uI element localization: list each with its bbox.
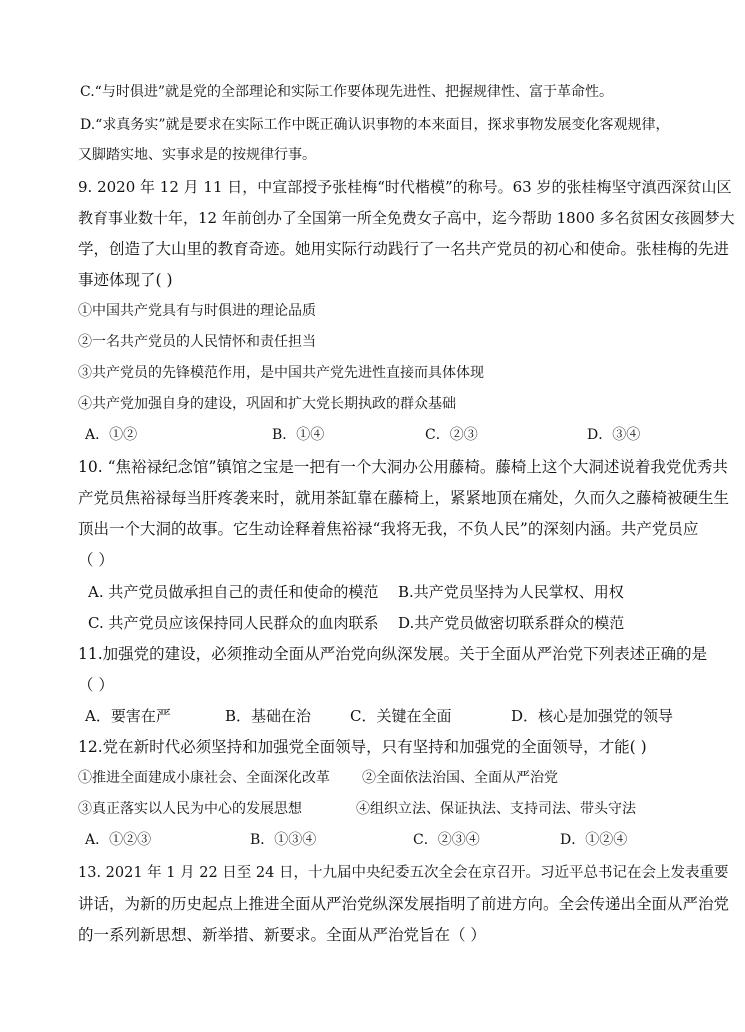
q8-option-c: C.“与时俱进”就是党的全部理论和实际工作要体现先进性、把握规律性、富于革命性。 bbox=[80, 84, 613, 100]
q9-statement-1: ①中国共产党具有与时俱进的理论品质 bbox=[78, 303, 316, 319]
q10-stem-line3: 顶出一个大洞的故事。它生动诠释着焦裕禄“我将无我，不负人民”的深刻内涵。共产党员应 bbox=[78, 520, 699, 538]
q10-option-d: D.共产党员做密切联系群众的模范 bbox=[398, 614, 625, 632]
q10-option-b: B.共产党员坚持为人民掌权、用权 bbox=[398, 583, 624, 601]
q10-option-c: C. 共产党员应该保持同人民群众的血肉联系 bbox=[88, 614, 379, 632]
q8-option-d-line2: 又脚踏实地、实事求是的按规律行事。 bbox=[78, 147, 316, 163]
q12-option-d: D．①②④ bbox=[560, 832, 628, 848]
q11-option-a: A．要害在严 bbox=[85, 707, 171, 725]
q12-option-a: A．①②③ bbox=[85, 832, 152, 848]
q12-option-b: B．①③④ bbox=[250, 832, 317, 848]
q11-stem-line2: （ ） bbox=[78, 676, 114, 694]
q9-statement-4: ④共产党加强自身的建设，巩固和扩大党长期执政的群众基础 bbox=[78, 396, 456, 412]
q9-option-b: B．①④ bbox=[272, 427, 325, 443]
q9-option-d: D．③④ bbox=[587, 427, 641, 443]
q11-option-d: D．核心是加强党的领导 bbox=[511, 707, 674, 725]
q13-stem-line3: 的一系列新思想、新举措、新要求。全面从严治党旨在（ ） bbox=[78, 926, 486, 944]
q10-stem-line2: 产党员焦裕禄每当肝疼袭来时，就用茶缸靠在藤椅上，紧紧地顶在痛处，久而久之藤椅被硬生生 bbox=[78, 489, 730, 507]
q8-option-d-line1: D.“求真务实”就是要求在实际工作中既正确认识事物的本来面目，探求事物发展变化客观规律， bbox=[80, 117, 670, 133]
q9-stem-line2: 教育事业数十年，12 年前创办了全国第一所全免费女子高中，迄今帮助 1800 多名贫困女孩圆梦大 bbox=[78, 209, 735, 227]
q11-option-c: C．关键在全面 bbox=[350, 707, 452, 725]
q9-statement-2: ②一名共产党员的人民情怀和责任担当 bbox=[78, 334, 316, 350]
q10-option-a: A. 共产党员做承担自己的责任和使命的模范 bbox=[88, 583, 379, 601]
q12-statement-4: ④组织立法、保证执法、支持司法、带头守法 bbox=[356, 801, 636, 817]
q9-option-c: C．②③ bbox=[425, 427, 478, 443]
q12-option-c: C．②③④ bbox=[413, 832, 480, 848]
q9-stem-line1: 9. 2020 年 12 月 11 日，中宣部授予张桂梅“时代楷模”的称号。63 岁的张桂梅坚守滇西深贫山区 bbox=[78, 178, 732, 196]
q9-stem-line4: 事迹体现了( ) bbox=[78, 271, 173, 289]
q13-stem-line2: 讲话，为新的历史起点上推进全面从严治党纵深发展指明了前进方向。全会传递出全面从严治党 bbox=[78, 895, 730, 913]
q9-statement-3: ③共产党员的先锋模范作用，是中国共产党先进性直接而具体体现 bbox=[78, 365, 484, 381]
q12-statement-2: ②全面依法治国、全面从严治党 bbox=[362, 770, 558, 786]
q10-stem-line4: （ ） bbox=[78, 551, 114, 569]
q12-statement-3: ③真正落实以人民为中心的发展思想 bbox=[78, 801, 302, 817]
q12-stem: 12.党在新时代必须坚持和加强党全面领导，只有坚持和加强党的全面领导，才能( ) bbox=[78, 738, 647, 756]
q11-option-b: B．基础在治 bbox=[225, 707, 312, 725]
q10-stem-line1: 10. “焦裕禄纪念馆”镇馆之宝是一把有一个大洞办公用藤椅。藤椅上这个大洞述说着我党优秀共 bbox=[78, 458, 728, 476]
q11-stem-line1: 11.加强党的建设，必须推动全面从严治党向纵深发展。关于全面从严治党下列表述正确的是 bbox=[78, 645, 708, 663]
q9-option-a: A．①② bbox=[85, 427, 138, 443]
q13-stem-line1: 13. 2021 年 1 月 22 日至 24 日，十九届中央纪委五次全会在京召开。习近平总书记在会上发表重要 bbox=[78, 865, 729, 881]
q12-statement-1: ①推进全面建成小康社会、全面深化改革 bbox=[78, 770, 330, 786]
q9-stem-line3: 学，创造了大山里的教育奇迹。她用实际行动践行了一名共产党员的初心和使命。张桂梅的先进 bbox=[78, 240, 730, 258]
